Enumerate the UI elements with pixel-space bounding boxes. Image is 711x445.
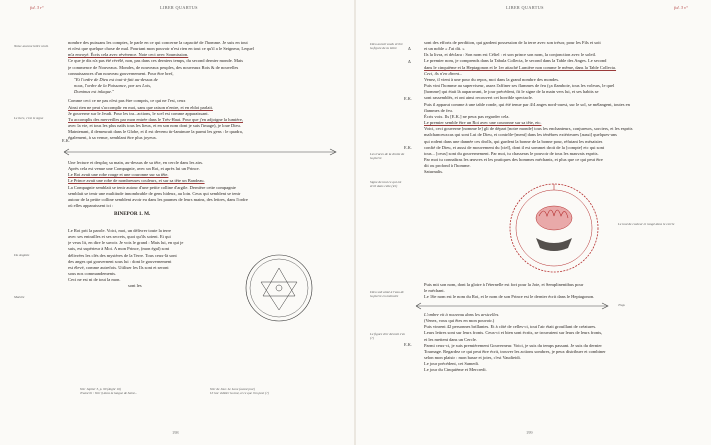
left-page-number: 198 [172, 430, 179, 435]
left-line: est élevé, comme autrefois. Utiliser les Ils sont et seront [68, 264, 169, 270]
right-line: flammes de feu. [424, 107, 453, 113]
right-seal-diagram [504, 180, 604, 276]
right-running-head: LIBER QUARTUS [506, 5, 544, 10]
right-line: et un noble « J'ai dit. » [424, 46, 465, 52]
left-line: m'a envoyé. Écris cela avec révérence. Note ceci avec Soumission. [68, 52, 189, 58]
left-line: Maintenant, il demeurait dans le Globe, et il est devenu tir-laminure la parmi les gens : le quadra, [68, 129, 243, 135]
right-line: Puis mit son nom, dont la gloire à l'éternelle est fort pour la Joie, et Semplinentibus pour [424, 282, 584, 287]
right-page-number: 199 [526, 430, 533, 435]
right-seal-caption: Le tout de couleur et rangé dans le cercle [618, 222, 675, 226]
left-page [0, 0, 355, 445]
right-line: Ils la livra, et déclara : Son nom est Céliel : et son prince son nom, la conjonction avec le soleil. [424, 52, 597, 58]
left-line: Tu accomplis des merveilles par mon entrée dans le Très-Haut. Pour que j'en adjoigne la lumière, [68, 116, 243, 122]
right-line: Parmi ceux-ci, je suis premièrement Gouverneur. Voici, je suis du temps passant. Je suis du dernier [424, 342, 602, 348]
left-line: Je gouverne sur le Jeudi. Pour les tra...actions, le scel est comme apparaissant. [68, 110, 209, 116]
right-line: Le jour précédent, cet Samedi. [424, 361, 479, 367]
right-line: le méchant. [424, 288, 445, 294]
right-line: Puis vint l'homme au superviseur, assez l'affiner ses flammes de feu (ça flamboie, tous les voleurs, le quel [424, 83, 615, 89]
right-line: dans le cinquième et la Heptagonon et le 1er attaché Lumière non comme le même, dans la Table Collecta. [424, 64, 617, 70]
right-arrow-note: Trap. [618, 303, 626, 307]
left-seal-diagram [243, 252, 315, 324]
left-line: sous nos commandements. [68, 271, 117, 277]
right-line: selon mon plaisir : mon basse et joies, c'est Vaudieidi. [424, 355, 521, 361]
right-label-1: Δ [408, 46, 411, 51]
left-folio: fol. 3 r° [30, 5, 44, 10]
right-line: Écris voix. Ils [E.K.] ne peux pas regarder cela. [424, 113, 510, 119]
left-footnote-1 [80, 387, 200, 395]
left-quote-line: nous, l'ordre de la Puissance, par ses Lois, [74, 83, 152, 89]
left-margin-note-2: Le tiers, c'est le signe [14, 116, 44, 120]
left-margin-note-1: Nota: aucune lettre veult. [14, 44, 49, 48]
left-line: je veux lit, en dire le savoir. Je vois le grand : Mais lui, en qui je [68, 240, 184, 246]
right-margin-note-5: Le figure d'or devrait s'en (?) [370, 332, 406, 341]
right-para-2 [424, 282, 696, 300]
left-line: Après cela est venue une Compagnie, avec un Roi, et après lui un Prince. [68, 166, 200, 172]
left-line: Ce que je dis n'a pas été révélé, non, pas dans ces derniers temps, du second dernier monde. Mais [68, 58, 244, 64]
right-line: Saturnalis. [424, 169, 444, 175]
left-line: avec la vie, et tous les plus naïfs tous les lieux, et en son nom dont je suis l'image), je loue Dieu. [68, 123, 241, 129]
left-line: Une lecture et desplaç sa main, au-dessus de sa tête, en cercle dans les airs. [68, 160, 204, 165]
left-line: délivrées les clés des mystères de la Terre. Tous ceux-là sont [68, 252, 177, 258]
left-line: sont les [128, 283, 142, 289]
left-line: je commence de Nouveaux. Mondes, de nouveaux peuples, des nouveaux Rois & de nouvelles [68, 64, 239, 70]
left-line: autour de la petite colline semblent avoir eu dans les paumes de leurs mains, des lettres, dans l'ordre [68, 196, 248, 202]
left-line: Comme ceci ce ne pas n'est pas être compris, ce qui ne l'est, ceux [68, 98, 186, 104]
right-label-2: Δ [408, 59, 411, 64]
left-margin-note-3: Du Anglais [14, 253, 30, 257]
right-label-ek-2: E.K. [404, 145, 412, 150]
left-line: Ainsi rien ne peut s'accomplir en moi, sans que raison n'entre, et en ebloi parlait. [68, 104, 213, 110]
left-line: Le Roi prit la parole. Voici, moi, un délivrer toute la terre [68, 228, 172, 233]
left-line: nombre des puissans les comptes, le parle en ce qui concerne la capacité de l'homme. Je suis en tout [68, 40, 248, 45]
left-para-3 [68, 228, 243, 290]
right-line: tous... [ceux] sont du gouvernement. Par moi, tu chasseras le pouvoir de tous les mauvais esprits. [424, 150, 599, 156]
right-line: Tournage. Regardez ce qui peut être écrit, trouver les actions sombres, je peux distribuer et combiner [424, 348, 606, 354]
right-line: confié de Dieu, et aussi de mouvement du [ciel], dont il est sommet droit de la [compte] etc qui sont [424, 144, 605, 150]
left-para-1 [68, 40, 336, 142]
right-para-3 [424, 312, 696, 374]
right-line: Le jour du Cinquième et Mercredi. [424, 367, 487, 373]
right-line: Par moi tu connaîtras les œuvres et les pratiques des hommes méchants, et plus que ce qui peut être [424, 156, 603, 162]
left-arrow-rule [60, 148, 340, 156]
left-line: des anges qui gouvernent sous lui : dont le gouvernement [68, 258, 172, 264]
right-page [356, 0, 711, 445]
left-quote-line: Dominus est inlaque." [74, 89, 115, 95]
right-margin-note-4: Dieu soit aimé à l'eau de la pierre en mémoire [370, 290, 404, 299]
left-line: Ceci ne est ni de tout la mon. [68, 277, 121, 283]
right-line: L'ombre vit à nouveau dans les arsicelles. [424, 312, 500, 317]
right-line: Le premier semble être un Roi avec une couronne sur sa tête, etc. [424, 120, 542, 126]
right-line: Ceci, ils n'en dirent... [424, 70, 463, 76]
left-running-head: LIBER QUARTUS [160, 5, 198, 10]
right-folio: fol. 3 v° [674, 5, 688, 10]
left-footnote-line: Ut hoc viditter la tout, et ce que l'on peut (?) [210, 391, 269, 396]
right-line: Voici, ceci gouverne [nomme le] gli de départ [notre monde] tous les enchanteurs, conjureurs, sorciers, et les esprits [424, 126, 633, 132]
left-line: et n'est que quelque chose de mal. Pourtant mon pouvoir n'est rien en tout ce qu'il a le Seigneur, Lequel [68, 46, 254, 52]
left-line: Le Roi avait une robe rouge et une couronne sur sa tête. [68, 172, 169, 178]
left-line: également, à sa venue, semblant être plus joyeux. [68, 135, 157, 141]
right-line: Venez, il vient à une pour du repos, moi dans la grand nombre des mondes. [424, 76, 560, 82]
right-label-ek-3: E.K. [404, 342, 412, 347]
left-quote-line: "Et l'ordre de Dieu est tout-à-fait au-dessus de [74, 76, 158, 82]
right-line: [homme] qui était là auparavant, le jour précédent, fit le signe de la main vers lui, et ses habits se [424, 89, 599, 95]
right-line: Leurs lettres sont sur leurs fronts. Ceux-ci et bien sont écrits, se trouvaient sur leurs de leurs fronts, [424, 330, 603, 336]
left-line: suis, est supérieur à Moi. A mon Prince, (mon égal) sont [68, 246, 170, 252]
left-line: Le Prince avait une robe de nombreuses couleurs, et sur sa tête un Bandeau. [68, 178, 205, 184]
right-line: malchanceuxcas qui sont Lui de Dieu, et contrôle-[ment] dans les ténèbres extérieures [aussi] quelques-uns [424, 132, 617, 138]
left-line: semblait se tenir une multitude innombrable de gens hideux, au loin. Ceux qui semblent se tenir [68, 190, 241, 196]
left-heading: BINEPOR 1. M. [114, 211, 151, 218]
right-line: sont rassemblés, et ont ainsi recouvert cet horrible spectacle. [424, 95, 533, 101]
right-margin-note-1: Dieu aurait voulu écrire la figure de la lettre [370, 42, 403, 51]
left-line: connaissances d'un nouveau gouvernement. Pour être bref, [68, 70, 174, 76]
left-footnote-line: Transcrit : Voir § dans la langue de Saint... [80, 391, 138, 396]
left-footnote-2 [210, 387, 330, 395]
right-line: Puis il apparut comme à une table ronde, qui été tenue par 4/4 anges nord-ouest, sur le sol, se mélangent, toutes en [424, 101, 630, 107]
right-para-1 [424, 40, 696, 175]
right-line: sont des efforts de perdition, qui gardent possession de la terre avec son trésor, pour les Fils et soit [424, 40, 601, 45]
right-label-ek-1: E.K. [404, 96, 412, 101]
right-line: qui rodent dans une dannée ces drolls, qui gardent la bonne de la bonne pour, réfutant les mésaisies [424, 138, 603, 144]
right-line: (Venez, vous qui êtes en mon pouvoir.) [424, 318, 495, 324]
right-line: et les mettent dans un Cercle. [424, 336, 477, 342]
right-line: Puis vinrent 42 personnes brillantes. Et à côté de celles-ci, tout l'air était grouillant de créatures. [424, 324, 597, 330]
left-para-2 [68, 160, 336, 217]
left-label-ek-1: E.K. [62, 138, 70, 143]
left-line: avec ses entrailles et ses secrets, quoi qu'ils soient. Et qui [68, 234, 171, 240]
right-arrow-rule [412, 302, 612, 310]
left-footnote-line: Voir Jupiter 3, p. 90 (Alghr 16) [80, 387, 122, 391]
left-margin-note-4: Maistre [14, 295, 25, 299]
left-footnote-line: Voir de Jour. Le Lune (avant jour) [210, 387, 255, 391]
right-line: dit ou profond à l'homme. [424, 163, 471, 169]
right-margin-note-2: Les traces de la droite de la pierre [370, 152, 405, 161]
left-line: La Compagnie semblait se tenir autour d'une petite colline d'argile. Dernière cette compagnie [68, 184, 236, 190]
right-margin-note-3: Signe de tout ce qui est écrit dans cette (ici) [370, 180, 402, 189]
right-line: Le 16e nom est le nom du Roi, et le nom de son Prince est le dernier écrit dans le Heptagonon. [424, 294, 595, 300]
left-line: où elles apparaissent ici : [68, 203, 114, 209]
right-line: Le premier nom, je comprends dans la Tabula Collecta, le second dans la Table des Anges. Le second [424, 58, 607, 64]
